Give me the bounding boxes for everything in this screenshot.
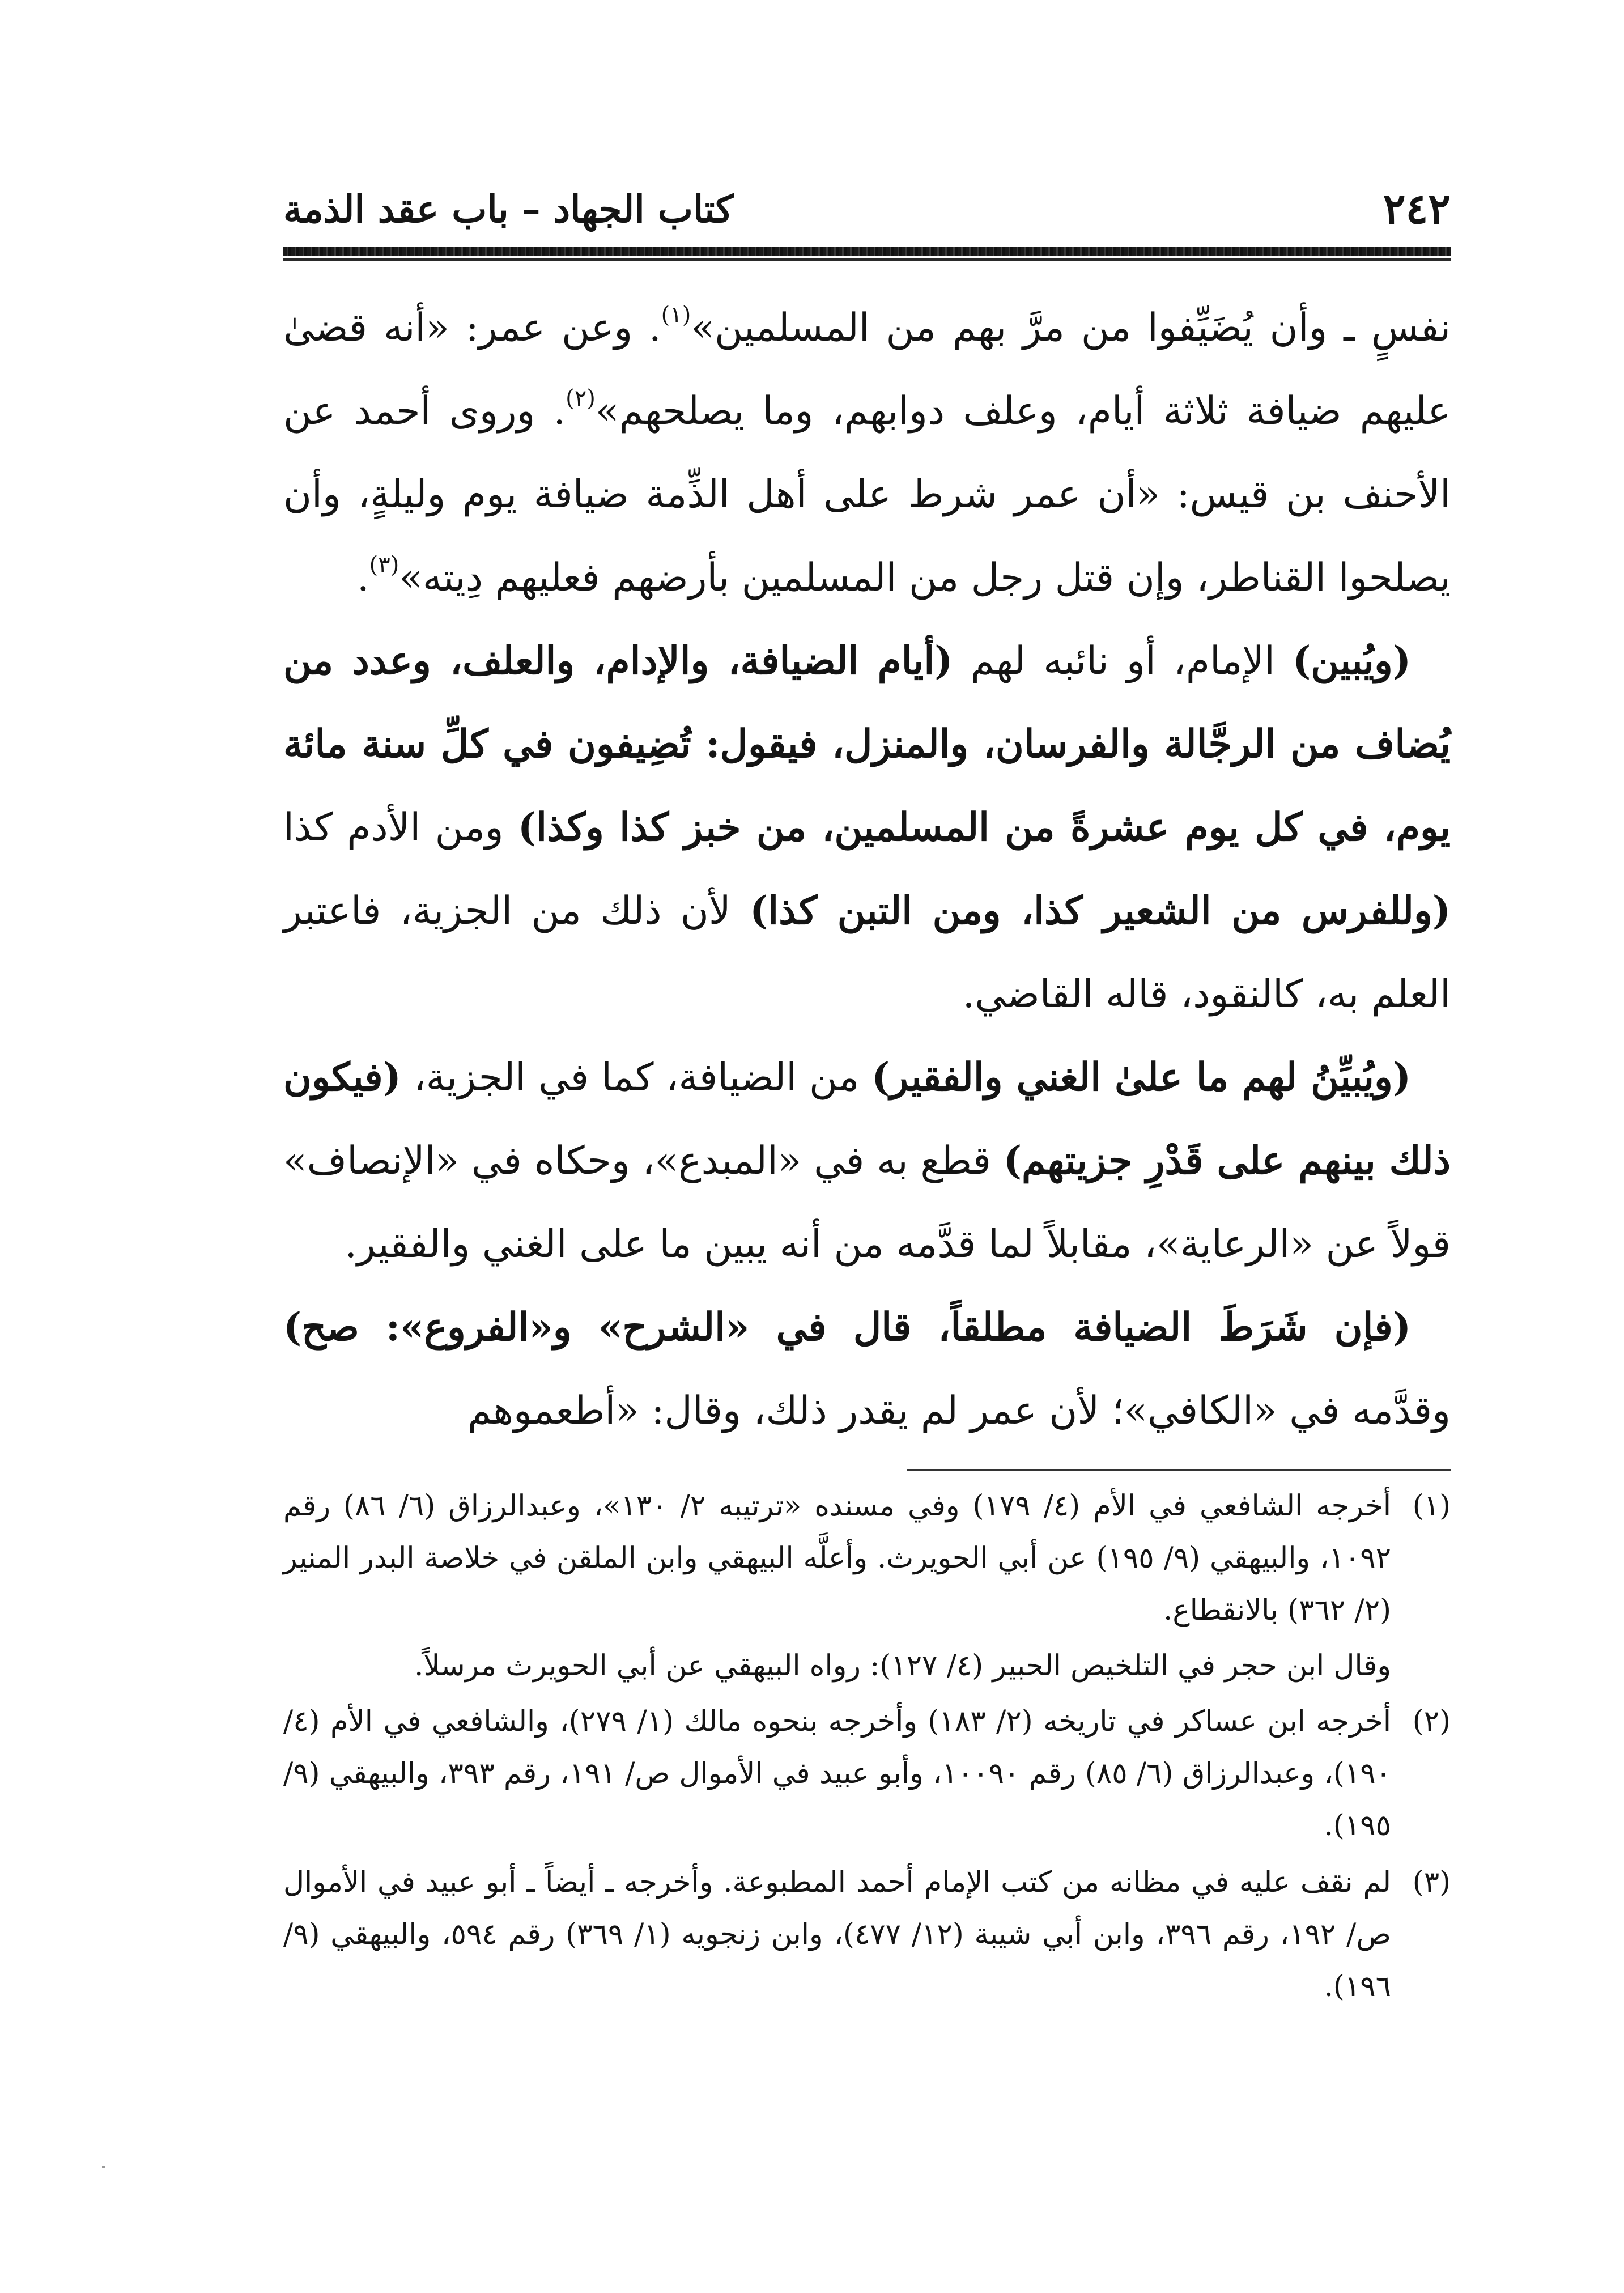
matn-text: (ويُبيِّنُ لهم ما علىٰ الغني والفقير) (871, 1055, 1412, 1100)
matn-text: (ويُبين) (1293, 638, 1411, 683)
paragraph-4 (283, 1286, 1451, 1453)
text-run: لأن ذلك من الجزية، فاعتبر العلم به، كالنقود، قاله القاضي. (283, 889, 1451, 1017)
text-run: نفسٍ ـ وأن يُضَيِّفوا من مرَّ بهم من المسلمين» (691, 305, 1451, 350)
footnote-text: لم نقف عليه في مظانه من كتب الإمام أحمد المطبوعة. وأخرجه ـ أيضاً ـ أبو عبيد في الأموال ص/ ١٩٢، رقم ٣٩٦، وابن أبي شيبة (١٢/ ٤٧٧)، وابن زنجويه (١/ ٣٦٩) رقم ٥٩٤، والبيهقي (٩/ ١٩٦). (283, 1866, 1391, 2003)
header-divider-thin (283, 258, 1451, 261)
header-divider (283, 247, 1451, 256)
paragraph-3 (283, 1036, 1451, 1286)
text-run: من الضيافة، كما في الجزية، (401, 1055, 872, 1100)
text-run: الإمام، أو نائبه لهم (953, 639, 1293, 683)
footnote-number: (١) (1412, 1489, 1451, 1523)
footnote-continuation: وقال ابن حجر في التلخيص الحبير (٤/ ١٢٧): رواه البيهقي عن أبي الحويرث مرسلاً. (414, 1649, 1391, 1683)
text-run: وقدَّمه في «الكافي»؛ لأن عمر لم يقدر ذلك، وقال: «أطعموهم (467, 1388, 1451, 1433)
main-text (283, 286, 1451, 1453)
footnote-ref-3[interactable]: (٣) (369, 552, 399, 578)
footnote-divider (907, 1469, 1451, 1471)
footnote-number: (٣) (1412, 1866, 1451, 1899)
paragraph-1 (283, 286, 1451, 619)
footnote-number: (٢) (1412, 1705, 1451, 1738)
scan-speck (102, 2166, 105, 2168)
footnote-3 (283, 1857, 1451, 2013)
footnote-ref-1[interactable]: (١) (661, 302, 691, 328)
footnote-2 (283, 1696, 1451, 1852)
page-number: ٢٤٢ (1383, 185, 1451, 233)
text-run: . وروى أحمد عن الأحنف بن قيس: «أن عمر شرط على أهل الذِّمة ضيافة يوم وليلةٍ، وأن يصلحوا القناطر، وإن قتل رجل من المسلمين بأرضهم فعليهم دِيته» (283, 389, 1451, 600)
chapter-title: كتاب الجهاد – باب عقد الذمة (283, 187, 734, 231)
matn-text: (أيام الضيافة، والإدام، والعلف، وعدد من يُضاف من الرجَّالة والفرسان، والمنزل، فيقول: تُضِيفون في كلِّ سنة مائة يوم، في كل يوم عشرةً من المسلمين، من خبز كذا وكذا) (283, 638, 1451, 850)
matn-text: (فإن شَرَطَ الضيافة مطلقاً، قال في «الشرح» و«الفروع»: صح) (283, 1305, 1411, 1350)
matn-text: (فيكون ذلك بينهم على قَدْرِ جزيتهم) (283, 1055, 1451, 1183)
footnote-text: أخرجه ابن عساكر في تاريخه (٢/ ١٨٣) وأخرجه بنحوه مالك (١/ ٢٧٩)، والشافعي في الأم (٤/ ١٩٠)، وعبدالرزاق (٦/ ٨٥) رقم ١٠٠٩٠، وأبو عبيد في الأموال ص/ ١٩١، رقم ٣٩٣، والبيهقي (٩/ ١٩٥). (283, 1705, 1392, 1842)
text-run: ومن الأدم كذا (283, 805, 518, 850)
text-run: . وعن عمر: «أنه قضىٰ عليهم ضيافة ثلاثة أيام، وعلف دوابهم، وما يصلحهم» (283, 305, 1451, 434)
footnotes (283, 1480, 1451, 2013)
footnote-1 (283, 1480, 1451, 1637)
running-header (283, 181, 1451, 244)
paragraph-2 (283, 619, 1451, 1036)
text-run: . (356, 555, 369, 600)
matn-text: (وللفرس من الشعير كذا، ومن التبن كذا) (750, 888, 1451, 933)
footnote-ref-2[interactable]: (٢) (566, 385, 596, 411)
text-run: قطع به في «المبدع»، وحكاه في «الإنصاف» قولاً عن «الرعاية»، مقابلاً لما قدَّمه من أنه يبين ما على الغني والفقير. (283, 1139, 1451, 1267)
footnote-text: أخرجه الشافعي في الأم (٤/ ١٧٩) وفي مسنده «ترتيبه ٢/ ١٣٠»، وعبدالرزاق (٦/ ٨٦) رقم ١٠٩٢، والبيهقي (٩/ ١٩٥) عن أبي الحويرث. وأعلَّه البيهقي وابن الملقن في خلاصة البدر المنير (٢/ ٣٦٢) بالانقطاع. (283, 1489, 1391, 1627)
